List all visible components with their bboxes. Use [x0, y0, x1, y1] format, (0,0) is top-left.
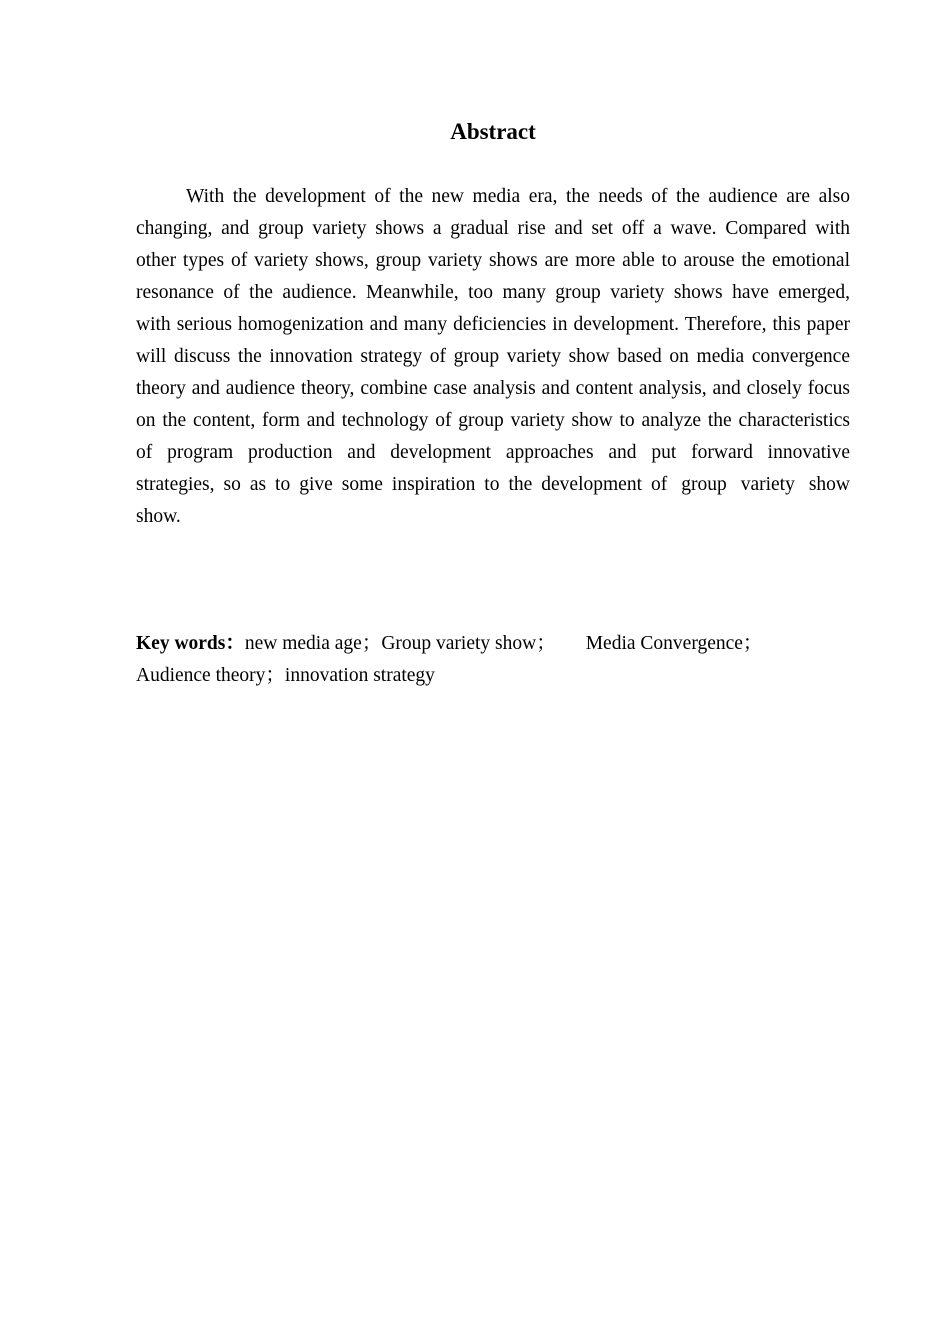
keyword-item: Audience theory；	[136, 665, 285, 686]
abstract-body-text: With the development of the new media era, the needs of the audience are also changing, and group variety shows a gradual rise and set off a wave. Compared with other types of variety shows, group variety shows are more able to arouse the emotional resonance of the audience. Meanwhile, too many group variety shows have emerged, with serious homogenization and many deficiencies in development. Therefore, this paper will discuss the innovation strategy of group variety show based on media convergence theory and audience theory, combine case analysis and content analysis, and closely focus on the content, form and technology of group variety show to analyze the characteristics of program production and development approaches and put forward innovative strategies, so as to give some inspiration to the development	[136, 186, 850, 495]
abstract-body-last-line: of group variety show show.	[136, 474, 851, 527]
keyword-item: Media Convergence；	[585, 633, 763, 654]
keyword-item: Group variety show；	[381, 633, 556, 654]
keywords-label: Key words：	[136, 633, 245, 654]
keyword-item: innovation strategy	[284, 665, 435, 686]
abstract-paragraph	[136, 181, 850, 533]
keywords-section	[136, 628, 856, 692]
abstract-title: Abstract	[450, 119, 536, 144]
keyword-item: new media age；	[244, 633, 382, 654]
